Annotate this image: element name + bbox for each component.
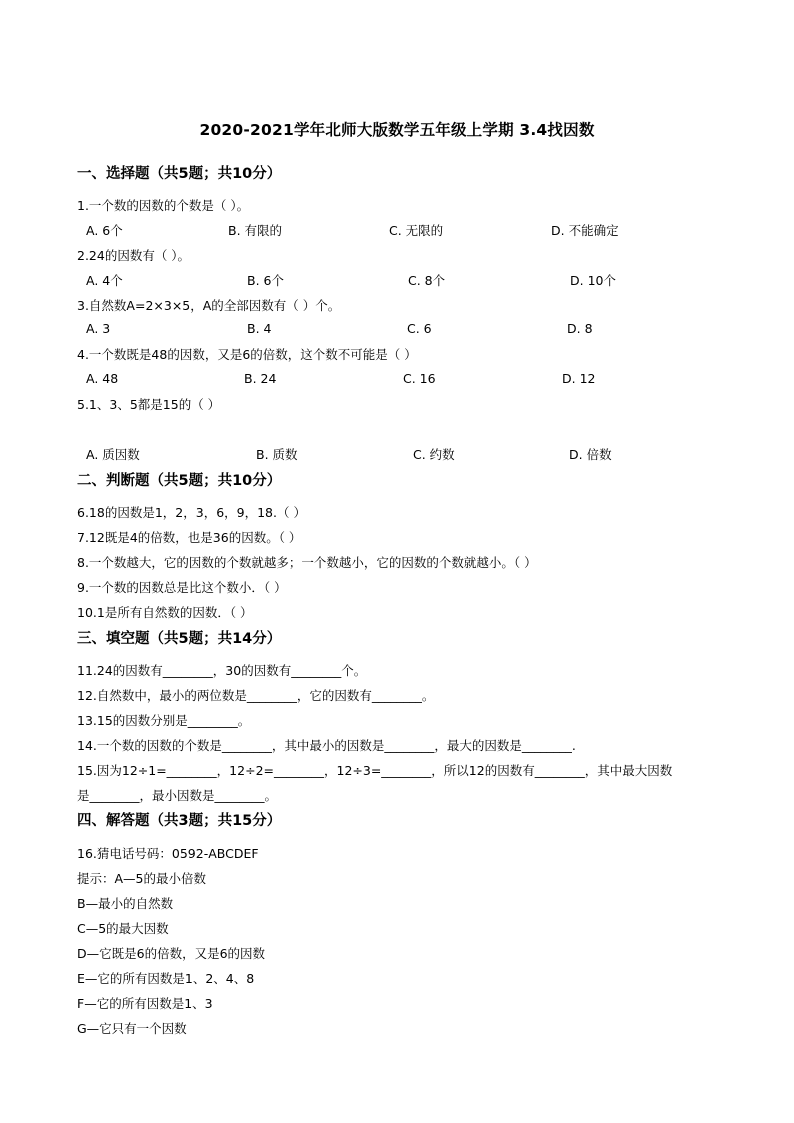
question-1-options xyxy=(0,221,794,239)
section-heading-fill: 三、填空题（共5题；共14分） xyxy=(77,631,282,647)
question-6: 6.18的因数是1，2，3，6，9，18.（ ） xyxy=(77,505,306,520)
question-5-options xyxy=(0,445,794,463)
question-4-options xyxy=(0,371,794,389)
option-c: C. 16 xyxy=(403,371,436,386)
question-15: 15.因为12÷1=________，12÷2=________，12÷3=________，所以12的因数有________，其中最大因数 xyxy=(77,763,673,778)
option-c: C. 6 xyxy=(407,321,432,336)
option-a: A. 4个 xyxy=(86,273,123,288)
option-b: B. 质数 xyxy=(256,447,298,462)
question-4: 4.一个数既是48的因数，又是6的倍数，这个数不可能是（ ） xyxy=(77,347,417,362)
option-d: D. 12 xyxy=(562,371,596,386)
option-d: D. 8 xyxy=(567,321,593,336)
question-5: 5.1、3、5都是15的（ ） xyxy=(77,397,221,412)
question-14: 14.一个数的因数的个数是________，其中最小的因数是________，最大的因数是________. xyxy=(77,738,576,753)
question-10: 10.1是所有自然数的因数．（ ） xyxy=(77,605,253,620)
question-1: 1.一个数的因数的个数是（ ）。 xyxy=(77,198,250,213)
question-9: 9.一个数的因数总是比这个数小．（ ） xyxy=(77,580,287,595)
section-heading-choice: 一、选择题（共5题；共10分） xyxy=(77,166,282,182)
option-a: A. 质因数 xyxy=(86,447,140,462)
question-8: 8.一个数越大，它的因数的个数就越多；一个数越小，它的因数的个数就越小。（ ） xyxy=(77,555,537,570)
hint-g: G—它只有一个因数 xyxy=(77,1021,187,1036)
question-15-continued: 是________，最小因数是________。 xyxy=(77,788,278,803)
hint-d: D—它既是6的倍数，又是6的因数 xyxy=(77,946,266,961)
section-heading-answer: 四、解答题（共3题；共15分） xyxy=(77,813,282,829)
option-d: D. 不能确定 xyxy=(551,223,619,238)
hint-c: C—5的最大因数 xyxy=(77,921,169,936)
question-3: 3.自然数A=2×3×5，A的全部因数有（ ）个。 xyxy=(77,298,341,313)
option-b: B. 有限的 xyxy=(228,223,283,238)
hint-b: B—最小的自然数 xyxy=(77,896,174,911)
question-11: 11.24的因数有________，30的因数有________个。 xyxy=(77,663,367,678)
option-d: D. 倍数 xyxy=(569,447,612,462)
section-heading-judge: 二、判断题（共5题；共10分） xyxy=(77,473,282,489)
option-c: C. 约数 xyxy=(413,447,455,462)
question-2-options xyxy=(0,271,794,289)
question-7: 7.12既是4的倍数，也是36的因数。（ ） xyxy=(77,530,302,545)
option-d: D. 10个 xyxy=(570,273,616,288)
option-b: B. 4 xyxy=(247,321,272,336)
question-16: 16.猜电话号码：0592-ABCDEF xyxy=(77,846,259,861)
question-12: 12.自然数中，最小的两位数是________，它的因数有________。 xyxy=(77,688,435,703)
question-3-options xyxy=(0,321,794,339)
hint-a: 提示：A—5的最小倍数 xyxy=(77,871,207,886)
option-a: A. 3 xyxy=(86,321,111,336)
option-b: B. 24 xyxy=(244,371,277,386)
option-c: C. 8个 xyxy=(408,273,446,288)
hint-f: F—它的所有因数是1、3 xyxy=(77,996,213,1011)
question-2: 2.24的因数有（ ）。 xyxy=(77,248,191,263)
option-b: B. 6个 xyxy=(247,273,284,288)
page-title: 2020-2021学年北师大版数学五年级上学期 3.4找因数 xyxy=(199,121,595,139)
option-a: A. 6个 xyxy=(86,223,123,238)
question-13: 13.15的因数分别是________。 xyxy=(77,713,251,728)
hint-e: E—它的所有因数是1、2、4、8 xyxy=(77,971,255,986)
option-a: A. 48 xyxy=(86,371,119,386)
option-c: C. 无限的 xyxy=(389,223,444,238)
